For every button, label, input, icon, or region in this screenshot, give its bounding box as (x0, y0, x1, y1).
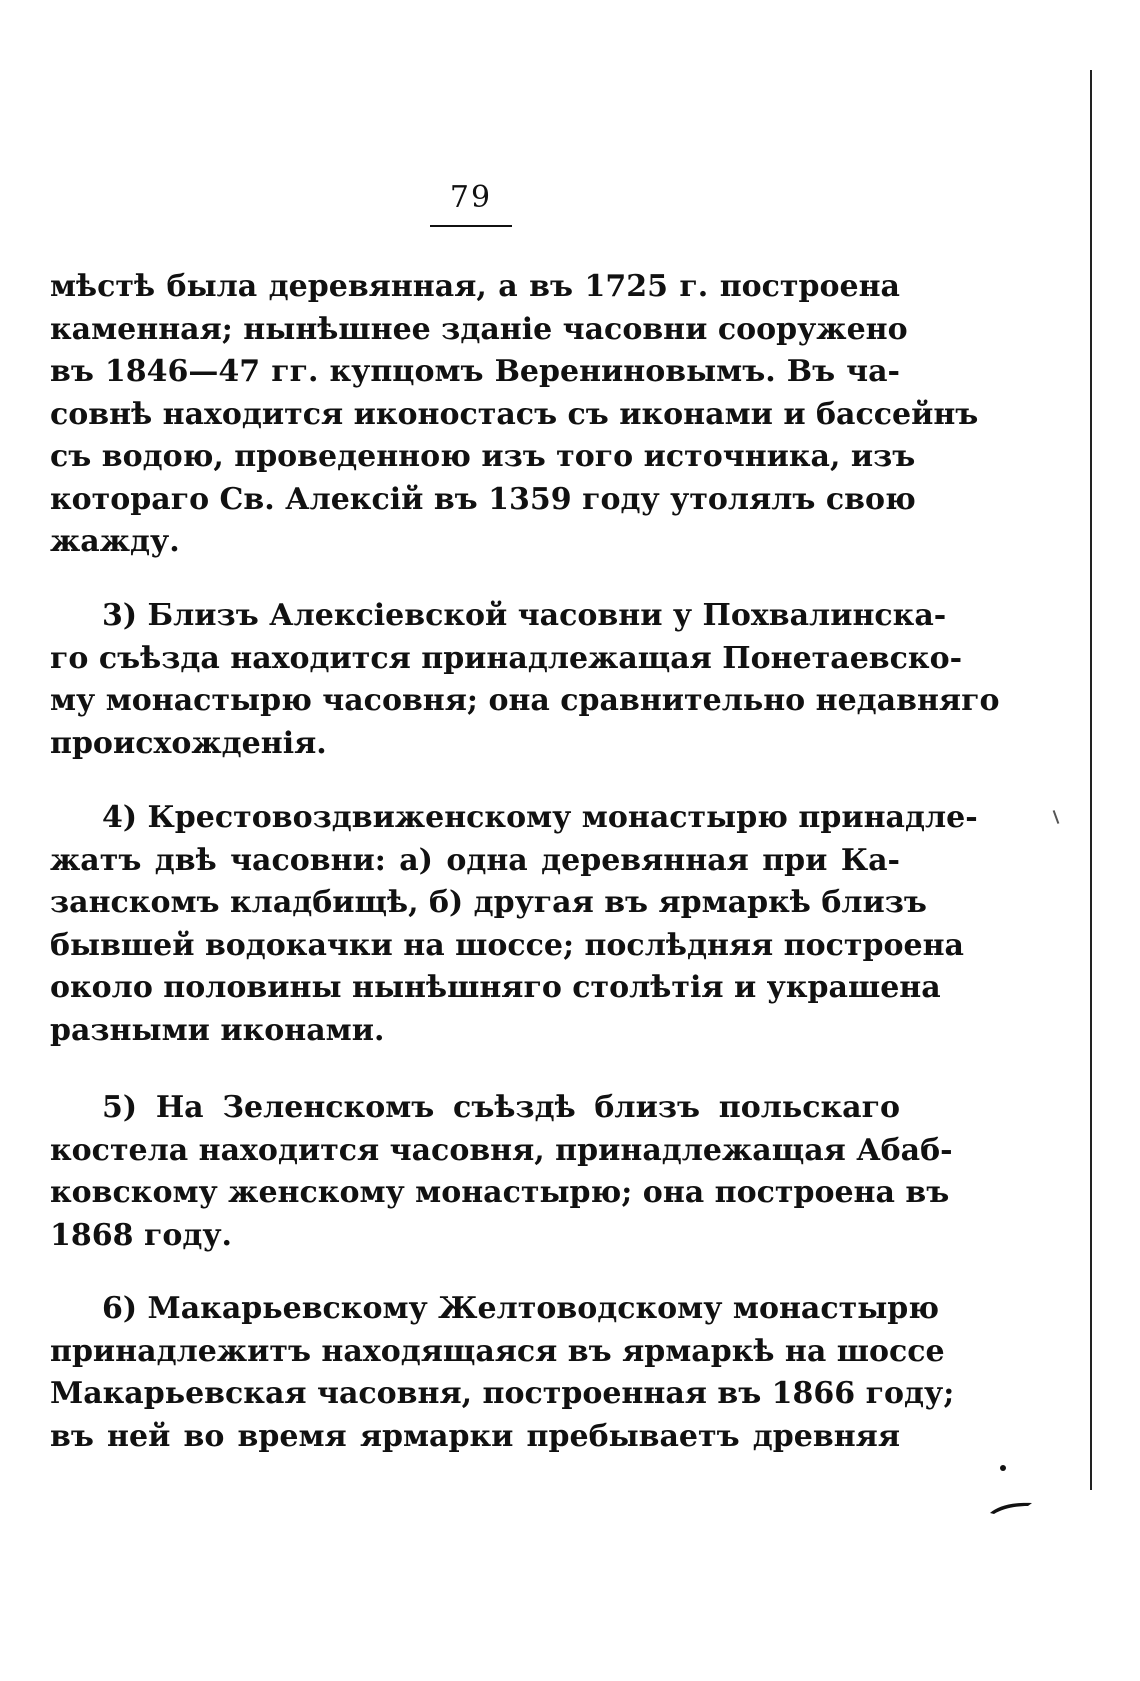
text-line: каменная; нынѣшнее зданіе часовни сооружено (50, 311, 908, 347)
text-line: около половины нынѣшняго столѣтія и украшена (50, 970, 941, 1005)
text-line: принадлежитъ находящаяся въ ярмаркѣ на шоссе (50, 1333, 945, 1369)
text-line: котораго Св. Алексій въ 1359 году утолялъ свою (50, 481, 916, 517)
text-line: жатъ двѣ часовни: а) одна деревянная при Ка- (50, 842, 900, 878)
paragraph-5 (50, 1288, 955, 1458)
text-line: ковскому женскому монастырю; она построена въ (50, 1175, 950, 1210)
text-line: костела находится часовня, принадлежащая Абаб- (50, 1132, 953, 1168)
paragraph-2 (50, 595, 1000, 765)
page-edge-line (1090, 70, 1092, 1490)
text-line: въ 1846—47 гг. купцомъ Верениновымъ. Въ ча- (50, 354, 900, 389)
text-line: Макарьевская часовня, построенная въ 1866 году; (50, 1376, 955, 1411)
text-line: 3) Близъ Алексіевской часовни у Похвалинска- (102, 598, 947, 633)
ink-smudge (988, 1500, 1034, 1514)
page-number: 79 (449, 180, 493, 215)
paragraph-4 (50, 1087, 953, 1257)
text-line: мѣстѣ была деревянная, а въ 1725 г. построена (50, 269, 900, 304)
ink-speck (1000, 1465, 1006, 1471)
text-line: 4) Крестовоздвиженскому монастырю принадле- (102, 800, 978, 835)
margin-mark (1053, 810, 1060, 824)
text-line: происхожденія. (50, 725, 327, 761)
page-number-rule (430, 225, 512, 227)
text-line: 1868 году. (50, 1217, 232, 1253)
text-line: бывшей водокачки на шоссе; послѣдняя построена (50, 927, 964, 963)
text-line: 5) На Зеленскомъ съѣздѣ близъ польскаго (102, 1090, 900, 1125)
text-line: съ водою, проведенною изъ того источника, изъ (50, 439, 916, 474)
text-line: 6) Макарьевскому Желтоводскому монастырю (102, 1291, 940, 1326)
paragraph-3 (50, 797, 978, 1052)
text-line: въ ней во время ярмарки пребываетъ древняя (50, 1418, 900, 1454)
paragraph-1 (50, 266, 979, 564)
text-line: жажду. (50, 524, 180, 559)
text-line: совнѣ находится иконостасъ съ иконами и бассейнъ (50, 396, 979, 432)
text-line: занскомъ кладбищѣ, б) другая въ ярмаркѣ близъ (50, 885, 927, 920)
text-line: му монастырю часовня; она сравнительно недавняго (50, 683, 1000, 718)
text-line: го съѣзда находится принадлежащая Понетаевско- (50, 640, 963, 676)
text-line: разными иконами. (50, 1012, 385, 1048)
